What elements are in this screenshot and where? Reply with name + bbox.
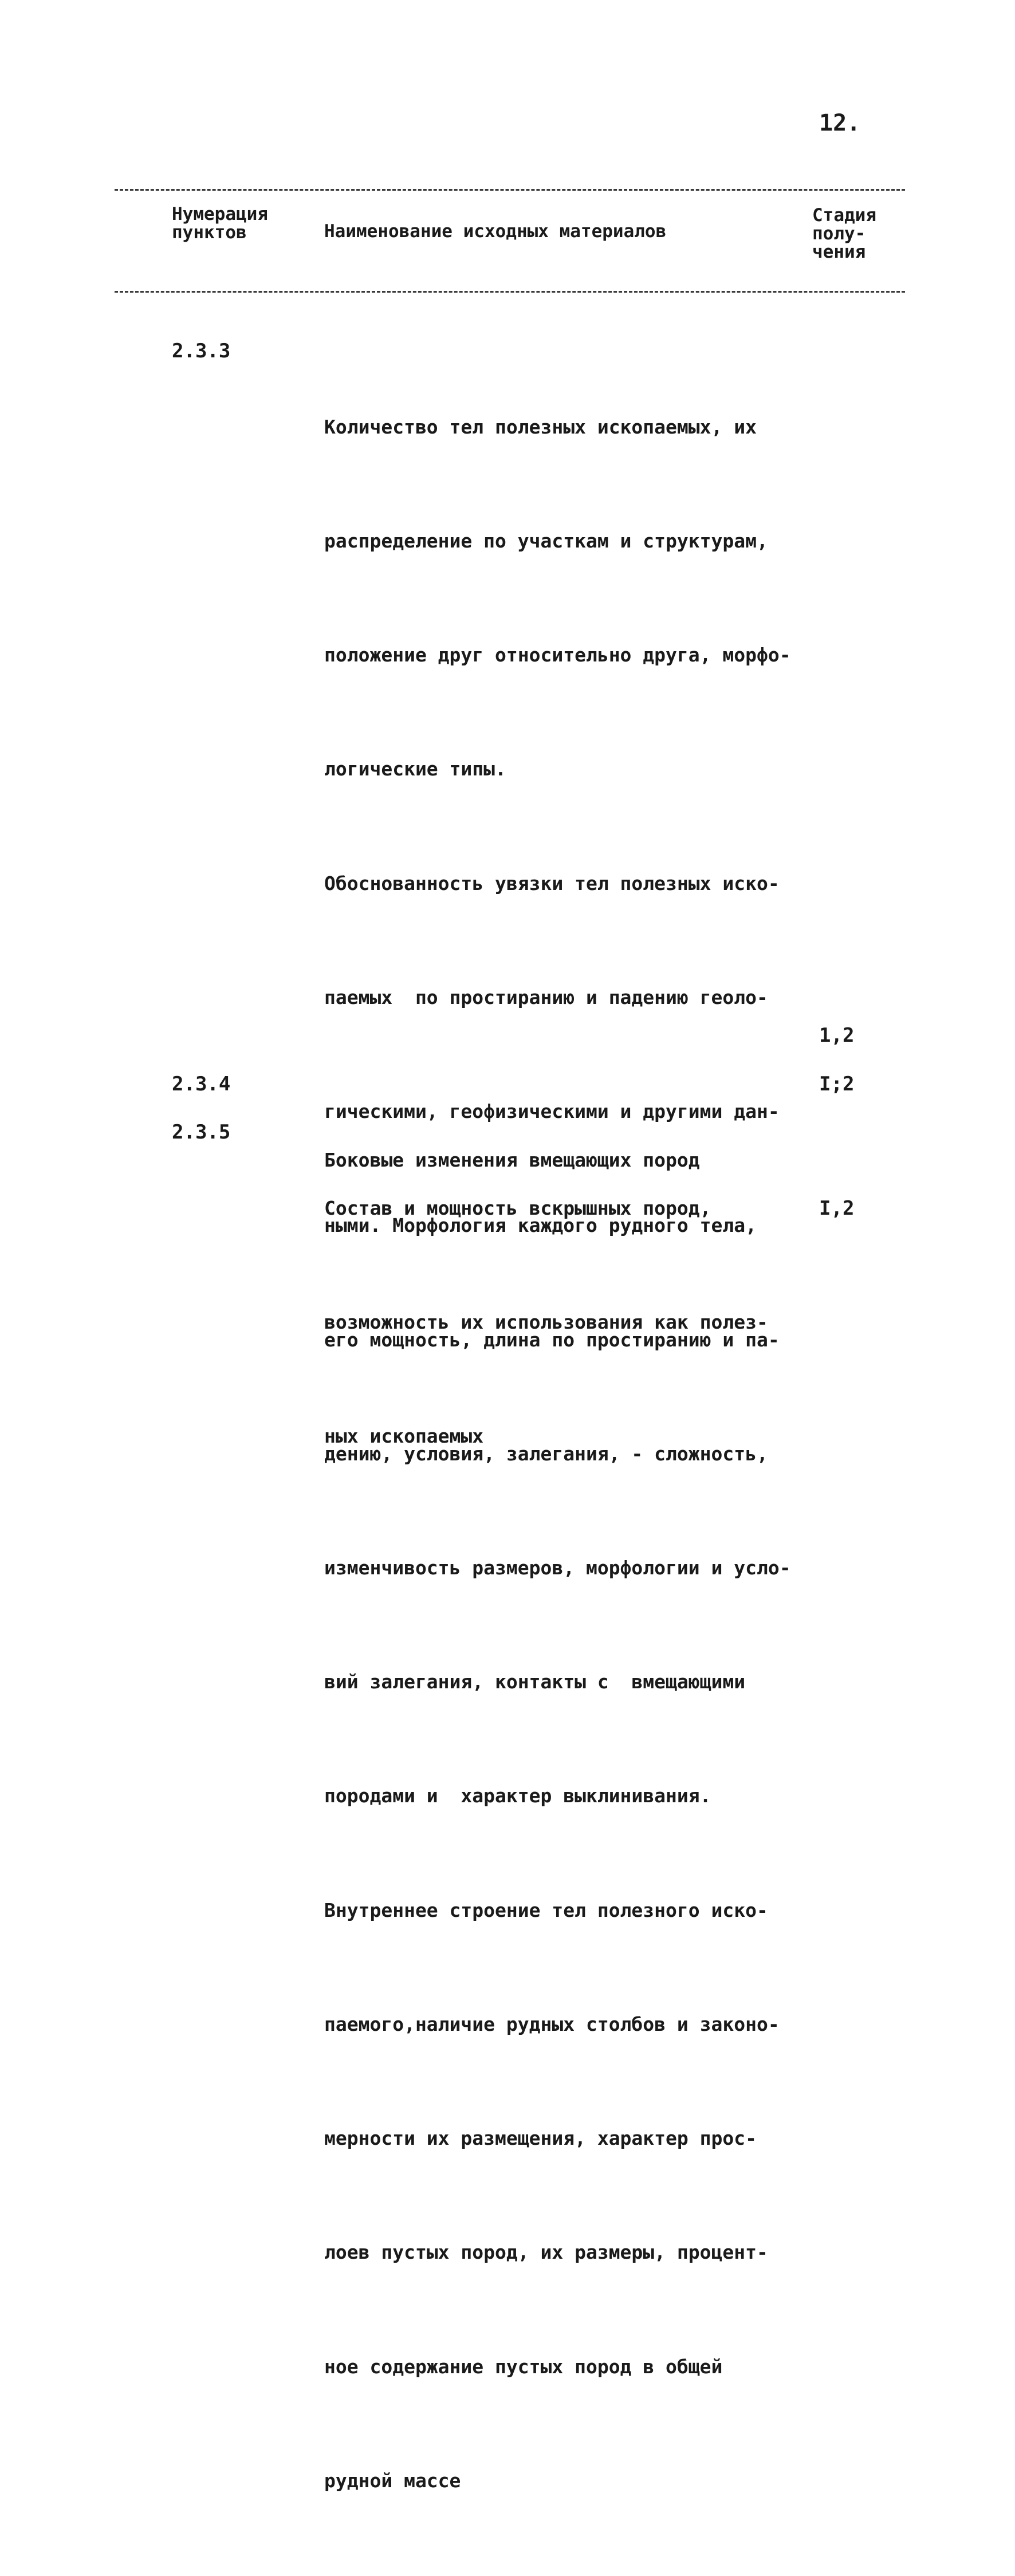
description-line: Боковые изменения вмещающих пород [324, 1148, 700, 1171]
description-line: возможность их использования как полез- [324, 1311, 768, 1334]
description-line: его мощность, длина по простиранию и па- [324, 1328, 780, 1351]
description-line: породами и характер выклинивания. [324, 1785, 711, 1807]
header-numbering: Нумерация пунктов [172, 204, 268, 243]
item-description [324, 1113, 817, 1531]
table-header-rule [115, 291, 905, 293]
description-line: Внутреннее строение тел полезного иско- [324, 1898, 768, 1921]
description-line: Количество тел полезных ископаемых, их [324, 415, 757, 438]
description-line: паемого,наличие рудных столбов и законо- [324, 2012, 780, 2035]
description-line: положение друг относительно друга, морфо- [324, 644, 791, 667]
description-line: Состав и мощность вскрышных пород, [324, 1196, 711, 1219]
description-line: дению, условия, залегания, - сложность, [324, 1442, 768, 1465]
description-line: распределение по участкам и структурам, [324, 530, 768, 553]
description-line: ных ископаемых [324, 1425, 484, 1448]
description-line: вий залегания, контакты с вмещающими [324, 1671, 746, 1693]
page-number: 12. [819, 110, 861, 136]
description-line: лоев пустых пород, их размеры, процент- [324, 2241, 768, 2264]
description-line: логические типы. [324, 758, 506, 781]
header-stage: Стадия полу- чения [812, 205, 876, 262]
item-code: 2.3.5 [172, 1121, 231, 1144]
item-code: 2.3.4 [172, 1073, 231, 1096]
description-line: изменчивость размеров, морфологии и усло- [324, 1557, 791, 1579]
description-line: рудной массе [324, 2469, 461, 2492]
description-line: паемых по простиранию и падению геоло- [324, 986, 768, 1009]
description-line: ное содержание пустых пород в общей [324, 2355, 723, 2378]
table-top-rule [115, 189, 905, 191]
header-name: Наименование исходных материалов [324, 221, 667, 242]
item-stage: I,2 [819, 1196, 855, 1220]
item-code: 2.3.3 [172, 340, 231, 363]
description-line: мерности их размещения, характер прос- [324, 2127, 757, 2150]
item-stage: 1,2 [819, 1024, 855, 1047]
description-line: ными. Морфология каждого рудного тела, [324, 1214, 757, 1237]
description-line: Обоснованность увязки тел полезных иско- [324, 872, 780, 895]
item-stage: I;2 [819, 1073, 855, 1096]
description-line: гическими, геофизическими и другими дан- [324, 1100, 780, 1123]
